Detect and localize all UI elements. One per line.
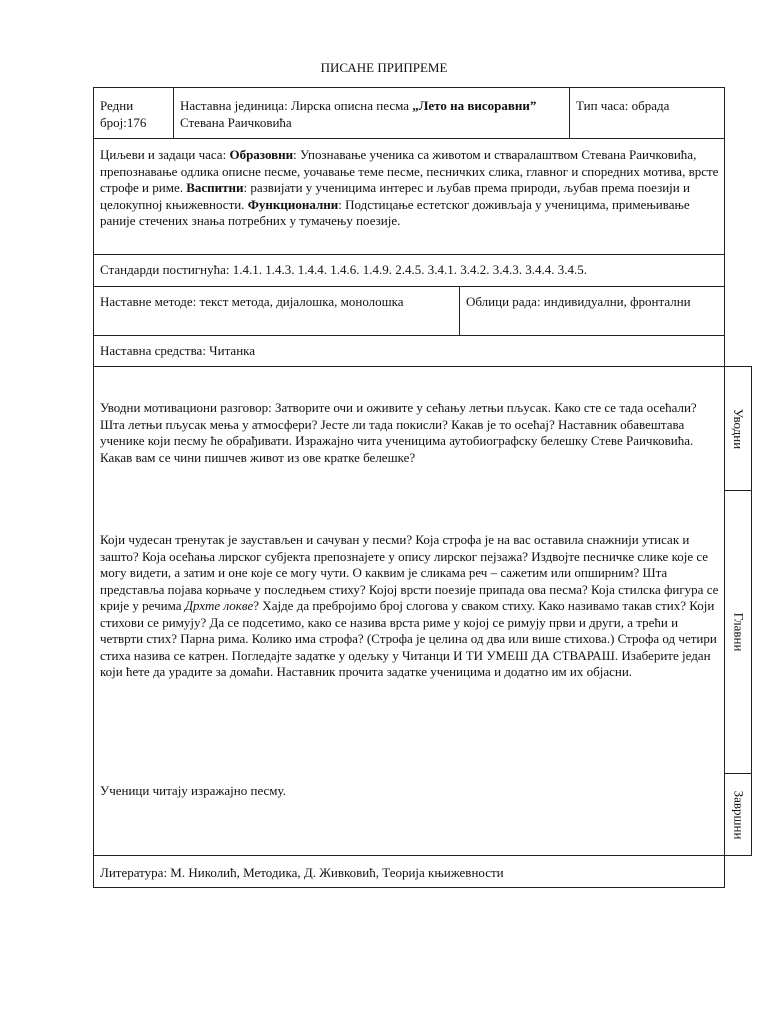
functional-text: : Подстицање естетског доживљаја у ученицима, примењивање раније стечених знања потребних у тумачењу поезије.: [100, 196, 690, 228]
literature-cell: Литература: М. Николић, Методика, Д. Живковић, Теорија књижевности: [100, 865, 504, 880]
row-divider: [93, 855, 725, 856]
main-side-label: Главни: [731, 612, 747, 652]
functional-label: Функционални: [247, 196, 339, 212]
row-divider: [93, 335, 725, 336]
lesson-unit-prefix: Наставна јединица: Лирска описна песма: [180, 98, 413, 113]
side-bottom: [725, 855, 752, 856]
page-title: ПИСАНЕ ПРИПРЕМЕ: [320, 60, 448, 75]
intro-section-text: Уводни мотивациони разговор: Затворите очи и оживите у сећању летњи пљусак. Како сте се тада осећали? Шта летњи пљусак мења у атмосфери? Јесте ли тада покисли? Какав је то осећај? Наставник обавештава ученике који песму ће обрађивати. Изражајно чита ученицима аутобиографску белешку Стеве Раичковића. Какав вам се чини пишчев живот из ове кратке белешке?: [100, 400, 697, 465]
upbringing-label: Васпитни: [186, 180, 244, 195]
final-side-label: Завршни: [731, 790, 747, 839]
main-side-label-cell: [726, 491, 751, 773]
row-divider: [93, 366, 752, 367]
goals-cell: [94, 147, 725, 230]
intro-side-label-cell: [726, 367, 751, 490]
row-divider: [93, 286, 725, 287]
ordinal-number-cell: [94, 98, 173, 131]
final-side-label-cell: [726, 774, 751, 855]
methods-cell: Наставне методе: текст метода, дијалошка, монолошка: [100, 294, 404, 309]
goals-intro: Циљеви и задаци часа:: [100, 147, 230, 162]
main-text-italic: Дрхте локве: [184, 598, 254, 613]
lesson-unit-author: Стевана Раичковића: [180, 114, 292, 130]
standards-cell: Стандарди постигнућа: 1.4.1. 1.4.3. 1.4.4. 1.4.6. 1.4.9. 2.4.5. 3.4.1. 3.4.2. 3.4.3. 3.4.4. 3.4.5.: [100, 262, 587, 277]
main-text-before: Који чудесан тренутак је заустављен и сачуван у песми? Која строфа је на вас оставила снажнији утисак и зашто? Која осећања лирског субјекта препознајете у опису лирског пејзажа? Издвојте песничке слике које се могу видети, а затим и оне које се могу чути. О каквим је сликама реч – сажетим или опширним? Шта представља појава корњаче у последњем стиху? Којој врсти поезије припада ова песма? Која стилска фигура се крије у речима: [100, 532, 719, 613]
educational-label: Образовни: [229, 147, 294, 162]
intro-side-label: Уводни: [731, 408, 747, 449]
upbringing-text: : развијати у ученицима интерес и љубав према природи, љубав према поезији и целокупној књижевности.: [100, 180, 690, 212]
ordinal-label: Редни: [100, 98, 134, 113]
lesson-unit-cell: [174, 98, 569, 131]
lesson-type-cell: Тип часа: обрада: [576, 98, 670, 113]
main-section-text: [94, 532, 725, 681]
teaching-means-cell: Наставна средства: Читанка: [100, 343, 256, 358]
educational-text: : Упознавање ученика са животом и стваралаштвом Стевана Раичковића, препознавање одлика описне песме, уочавање теме песме, песничких слика, главног и споредних мотива, врсте строфе и риме.: [100, 147, 719, 195]
main-text-after: ? Хајде да пребројимо број слогова у сваком стиху. Како називамо такав стих? Који стихови се римују? Да се подсетимо, како се назива врста риме у којој се римују први и други, а трећи и четврти стих? Парна рима. Колико има строфа? (Строфа је целина од два или више стихова.) Строфа од четири стиха назива се катрен. Погледајте задатке у одељку у Читанци И ТИ УМЕШ ДА СТВАРАШ. Изаберите један који ћете да урадите за домаћи. Наставник прочита задатке ученицима и додатно им их објасни.: [100, 598, 717, 679]
row-divider: [93, 254, 725, 255]
forms-cell: Облици рада: индивидуални, фронтални: [466, 294, 691, 309]
ordinal-value: број:176: [100, 114, 147, 130]
side-column-border: [751, 366, 752, 855]
final-section-text: Ученици читају изражајно песму.: [100, 783, 286, 798]
row-divider: [93, 138, 725, 139]
lesson-unit-title: „Лето на висоравни”: [412, 98, 537, 113]
